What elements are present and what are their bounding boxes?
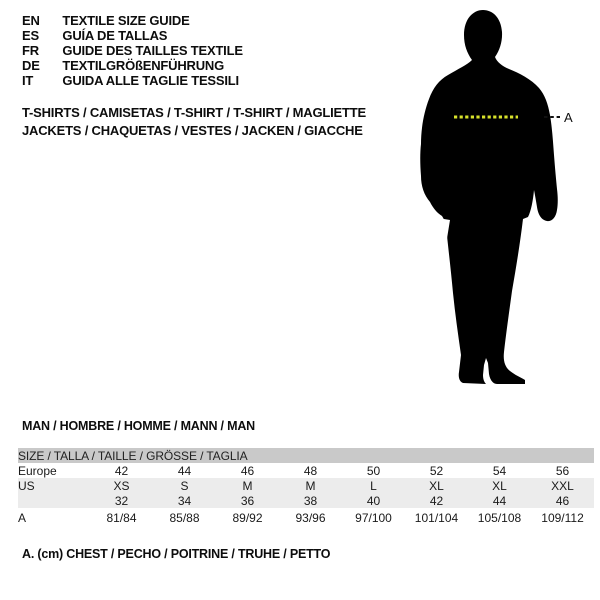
language-code: IT — [22, 73, 34, 88]
table-cell: 40 — [342, 493, 405, 508]
table-cell: 48 — [303, 463, 318, 478]
size-table-header: SIZE / TALLA / TAILLE / GRÖSSE / TAGLIA — [18, 448, 594, 463]
table-cell: XS — [90, 478, 153, 493]
table-cell: 54 — [492, 463, 507, 478]
table-cell: XXL — [531, 478, 594, 493]
table-cell: 97/100 — [355, 511, 392, 525]
guide-title-es: GUÍA DE TALLAS — [62, 28, 168, 43]
measure-label-a: A — [564, 110, 573, 125]
table-cell: 32 — [90, 493, 153, 508]
man-silhouette — [420, 10, 558, 384]
table-cell: 34 — [153, 493, 216, 508]
language-row — [22, 28, 243, 43]
table-cell: 52 — [429, 463, 444, 478]
category-line-tshirts: T-SHIRTS / CAMISETAS / T-SHIRT / T-SHIRT / MAGLIETTE — [22, 105, 366, 120]
table-cell: XL — [468, 478, 531, 493]
table-cell: 105/108 — [477, 511, 522, 525]
table-cell: XL — [405, 478, 468, 493]
table-cell: M — [216, 478, 279, 493]
language-row — [22, 43, 243, 58]
table-cell: 109/112 — [541, 511, 584, 525]
language-row — [22, 13, 243, 28]
table-cell: 56 — [555, 463, 570, 478]
table-row-chest-a — [18, 508, 594, 528]
category-block — [22, 104, 366, 140]
measurement-footnote: A. (cm) CHEST / PECHO / POITRINE / TRUHE / PETTO — [22, 547, 331, 561]
table-cell: 42 — [405, 493, 468, 508]
table-cell: 81/84 — [106, 511, 137, 525]
table-cell: 42 — [114, 463, 129, 478]
table-cell: 101/104 — [414, 511, 459, 525]
table-row-europe — [18, 463, 594, 478]
guide-title-de: TEXTILGRÖßENFÜHRUNG — [62, 58, 225, 73]
row-label — [18, 493, 90, 508]
language-code: DE — [22, 58, 40, 73]
language-code: EN — [22, 13, 40, 28]
table-cell: 93/96 — [295, 511, 326, 525]
table-cell: M — [279, 478, 342, 493]
table-cell: 85/88 — [169, 511, 200, 525]
row-label: US — [18, 478, 90, 493]
guide-title-it: GUIDA ALLE TAGLIE TESSILI — [62, 73, 239, 88]
language-code: ES — [22, 28, 39, 43]
table-cell: 46 — [240, 463, 255, 478]
table-row-us-numeric — [18, 493, 594, 508]
table-cell: 50 — [366, 463, 381, 478]
guide-title-fr: GUIDE DES TAILLES TEXTILE — [62, 43, 243, 58]
language-row — [22, 58, 243, 73]
language-title-list — [22, 13, 243, 88]
table-row-us — [18, 478, 594, 493]
table-cell: 44 — [177, 463, 192, 478]
man-silhouette-figure — [390, 5, 585, 395]
table-cell: 38 — [279, 493, 342, 508]
row-label: A — [18, 511, 27, 525]
table-cell: 46 — [531, 493, 594, 508]
language-code: FR — [22, 43, 39, 58]
category-line-jackets: JACKETS / CHAQUETAS / VESTES / JACKEN / GIACCHE — [22, 123, 363, 138]
table-cell: 36 — [216, 493, 279, 508]
section-title-man: MAN / HOMBRE / HOMME / MANN / MAN — [22, 419, 255, 433]
table-cell: 44 — [468, 493, 531, 508]
row-label: Europe — [18, 463, 57, 478]
table-cell: S — [153, 478, 216, 493]
language-row — [22, 73, 243, 88]
table-cell: 89/92 — [232, 511, 263, 525]
guide-title-en: TEXTILE SIZE GUIDE — [62, 13, 190, 28]
size-table-header-row — [18, 448, 594, 463]
size-table — [18, 448, 593, 528]
table-cell: L — [342, 478, 405, 493]
